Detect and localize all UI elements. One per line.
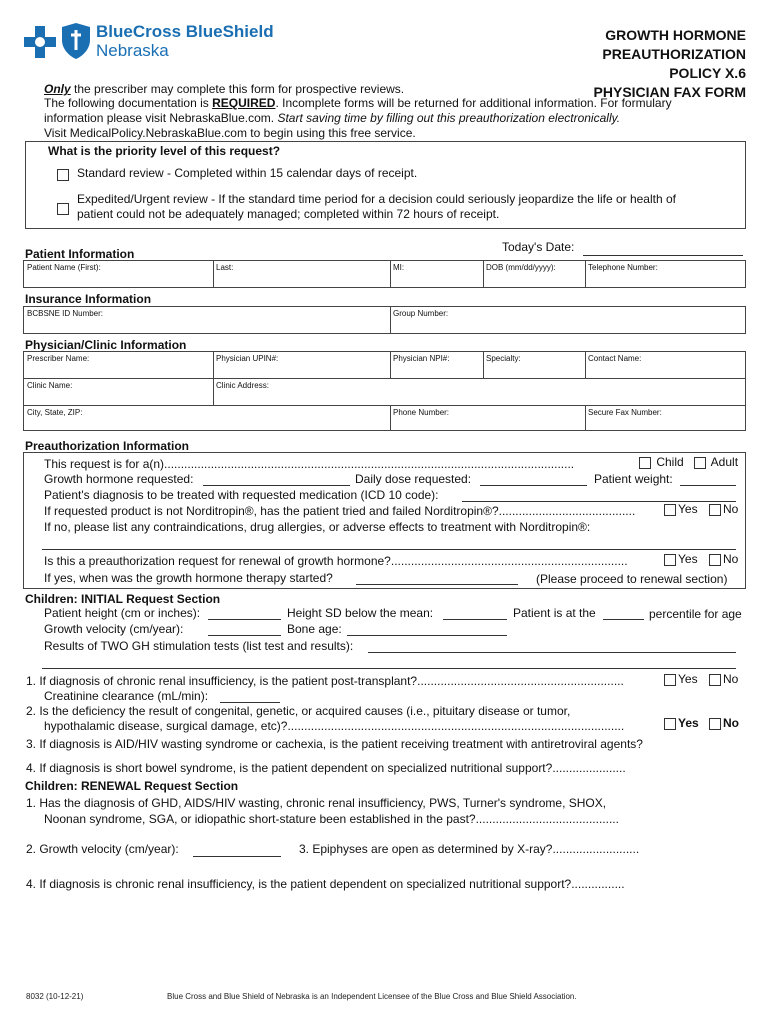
initial-heading: Children: INITIAL Request Section: [25, 592, 221, 606]
physician-heading: Physician/Clinic Information: [25, 338, 187, 352]
initial-q2-no[interactable]: No: [709, 716, 739, 730]
contraindications-label: If no, please list any contraindications, drug allergies, or adverse effects to treatment with Norditropin®:: [44, 520, 591, 534]
contraindications-field[interactable]: [42, 549, 736, 550]
secure-fax-field[interactable]: Secure Fax Number:: [588, 408, 662, 417]
phone-number-field[interactable]: Phone Number:: [393, 408, 450, 417]
preauth-heading: Preauthorization Information: [25, 439, 190, 453]
todays-date-field[interactable]: [583, 255, 743, 256]
initial-q1: 1. If diagnosis of chronic renal insufficiency, is the patient post-transplant?..............................................................: [26, 674, 624, 688]
creatinine-field[interactable]: [220, 702, 280, 703]
patient-dob-field[interactable]: DOB (mm/dd/yyyy):: [486, 263, 556, 272]
standard-review-checkbox[interactable]: [57, 167, 69, 181]
gh-requested-label: Growth hormone requested:: [44, 472, 194, 486]
blue-shield-icon: [60, 22, 92, 60]
renewal-heading: Children: RENEWAL Request Section: [25, 779, 239, 793]
patient-last-name-field[interactable]: Last:: [216, 263, 234, 272]
insurance-table: [23, 306, 746, 334]
patient-weight-field[interactable]: [680, 485, 736, 486]
daily-dose-field[interactable]: [480, 485, 587, 486]
licensee-notice: Blue Cross and Blue Shield of Nebraska is an Independent Licensee of the Blue Cross and Blue Shield Association.: [167, 992, 577, 1001]
renewal-no[interactable]: No: [709, 552, 738, 566]
patient-weight-label: Patient weight:: [594, 472, 673, 486]
adult-option[interactable]: Adult: [694, 455, 738, 469]
blue-cross-icon: [22, 24, 58, 60]
patient-phone-field[interactable]: Telephone Number:: [588, 263, 658, 272]
growth-velocity-label: Growth velocity (cm/year):: [44, 622, 184, 636]
group-number-field[interactable]: Group Number:: [393, 309, 449, 318]
percentile-label: Patient is at the: [513, 606, 596, 620]
clinic-address-field[interactable]: Clinic Address:: [216, 381, 269, 390]
expedited-review-checkbox[interactable]: [57, 201, 69, 215]
daily-dose-label: Daily dose requested:: [355, 472, 472, 486]
gh-tests-field-1[interactable]: [368, 652, 736, 653]
standard-review-label: Standard review - Completed within 15 calendar days of receipt.: [77, 166, 418, 180]
norditropin-yes[interactable]: Yes: [664, 502, 698, 516]
renewal-q2-label: 2. Growth velocity (cm/year):: [26, 842, 179, 856]
initial-q2-line1: 2. Is the deficiency the result of congenital, genetic, or acquired causes (i.e., pituitary disease or tumor,: [26, 704, 571, 718]
request-for-label: This request is for a(n)...........................................................................................................................: [44, 457, 575, 471]
child-checkbox[interactable]: [639, 457, 651, 469]
clinic-name-field[interactable]: Clinic Name:: [27, 381, 73, 390]
initial-q1-yes[interactable]: Yes: [664, 672, 698, 686]
percentile-field[interactable]: [603, 619, 644, 620]
form-title: GROWTH HORMONE PREAUTHORIZATION POLICY X.6 PHYSICIAN FAX FORM: [593, 27, 746, 100]
patient-mi-field[interactable]: MI:: [393, 263, 405, 272]
todays-date-label: Today's Date:: [502, 240, 575, 254]
height-sd-label: Height SD below the mean:: [287, 606, 434, 620]
percentile-for-age-label: percentile for age: [649, 607, 742, 621]
expedited-review-label-2: patient could not be adequately managed; completed within 72 hours of receipt.: [77, 207, 500, 221]
physician-upin-field[interactable]: Physician UPIN#:: [216, 354, 279, 363]
contact-name-field[interactable]: Contact Name:: [588, 354, 642, 363]
height-field[interactable]: [208, 619, 281, 620]
renewal-q1-line1: 1. Has the diagnosis of GHD, AIDS/HIV wasting, chronic renal insufficiency, PWS, Turner's syndrome, SHOX,: [26, 796, 607, 810]
renewal-growth-velocity-field[interactable]: [193, 856, 281, 857]
gh-tests-label: Results of TWO GH stimulation tests (list test and results):: [44, 639, 354, 653]
renewal-yes[interactable]: Yes: [664, 552, 698, 566]
intro-line-1: Only the prescriber may complete this form for prospective reviews.: [44, 82, 405, 96]
bcbs-logo: [22, 22, 312, 62]
initial-q2-line2: hypothalamic disease, surgical damage, etc)?.....................................................................................................: [44, 719, 625, 733]
initial-q1-no[interactable]: No: [709, 672, 738, 686]
diagnosis-label: Patient's diagnosis to be treated with requested medication (ICD 10 code):: [44, 488, 439, 502]
gh-tests-field-2[interactable]: [42, 668, 736, 669]
patient-heading: Patient Information: [25, 247, 135, 261]
adult-checkbox[interactable]: [694, 457, 706, 469]
priority-question: What is the priority level of this request?: [48, 144, 281, 158]
specialty-field[interactable]: Specialty:: [486, 354, 521, 363]
renewal-question: Is this a preauthorization request for renewal of growth hormone?.......................................................................: [44, 554, 628, 568]
child-option[interactable]: Child: [639, 455, 684, 469]
height-label: Patient height (cm or inches):: [44, 606, 201, 620]
norditropin-question: If requested product is not Norditropin®, has the patient tried and failed Norditropin®?.........................................: [44, 504, 636, 518]
gh-requested-field[interactable]: [203, 485, 350, 486]
renewal-q3: 3. Epiphyses are open as determined by X-ray?..........................: [299, 842, 640, 856]
patient-table: [23, 260, 746, 288]
norditropin-no[interactable]: No: [709, 502, 738, 516]
city-state-zip-field[interactable]: City, State, ZIP:: [27, 408, 83, 417]
height-sd-field[interactable]: [443, 619, 507, 620]
insurance-heading: Insurance Information: [25, 292, 152, 306]
physician-npi-field[interactable]: Physician NPI#:: [393, 354, 450, 363]
initial-q3: 3. If diagnosis is AID/HIV wasting syndrome or cachexia, is the patient receiving treatment with antiretroviral agents?: [26, 737, 643, 751]
logo-name: BlueCross BlueShield: [96, 22, 274, 41]
bone-age-label: Bone age:: [287, 622, 342, 636]
form-code: 8032 (10-12-21): [26, 992, 84, 1001]
initial-q2-yes[interactable]: Yes: [664, 716, 699, 730]
creatinine-label: Creatinine clearance (mL/min):: [44, 689, 209, 703]
prescriber-name-field[interactable]: Prescriber Name:: [27, 354, 90, 363]
intro-line-2: The following documentation is REQUIRED. Incomplete forms will be returned for additional information. For formulary: [44, 96, 672, 110]
patient-first-name-field[interactable]: Patient Name (First):: [27, 263, 101, 272]
bone-age-field[interactable]: [347, 635, 507, 636]
initial-q4: 4. If diagnosis is short bowel syndrome, is the patient dependent on specialized nutritional support?......................: [26, 761, 626, 775]
growth-velocity-field[interactable]: [208, 635, 281, 636]
intro-line-3: information please visit NebraskaBlue.com. Start saving time by filling out this preauthorization electronically.: [44, 111, 621, 125]
intro-line-4: Visit MedicalPolicy.NebraskaBlue.com to begin using this free service.: [44, 126, 416, 140]
expedited-review-label-1: Expedited/Urgent review - If the standard time period for a decision could seriously jeopardize the life or health of: [77, 192, 676, 206]
renewal-q4: 4. If diagnosis is chronic renal insufficiency, is the patient dependent on specialized nutritional support?................: [26, 877, 625, 891]
proceed-renewal-note: (Please proceed to renewal section): [536, 572, 728, 586]
logo-state: Nebraska: [96, 41, 169, 60]
physician-table: [23, 351, 746, 431]
renewal-q1-line2: Noonan syndrome, SGA, or idiopathic short-stature been established in the past?...........................................: [44, 812, 619, 826]
therapy-started-field[interactable]: [356, 584, 518, 585]
therapy-started-label: If yes, when was the growth hormone therapy started?: [44, 571, 333, 585]
bcbsne-id-field[interactable]: BCBSNE ID Number:: [27, 309, 104, 318]
